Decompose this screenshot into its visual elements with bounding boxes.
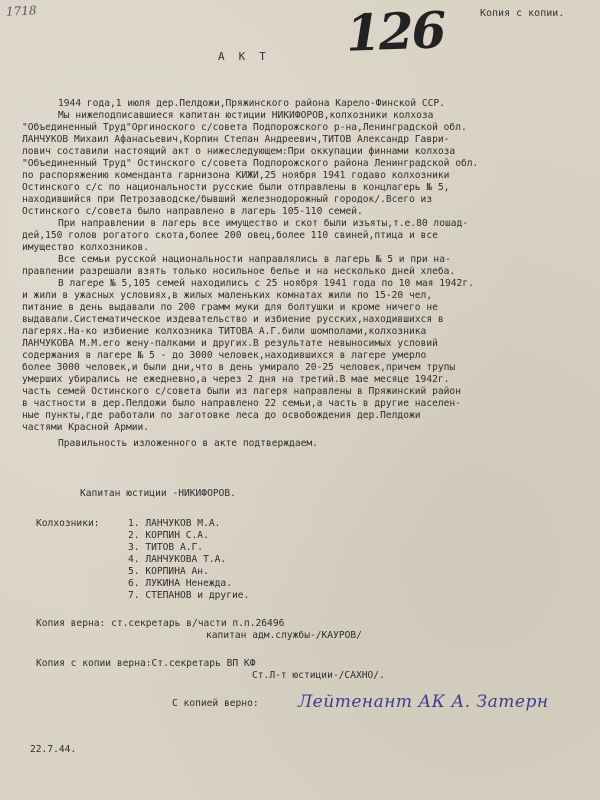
- document-title: АКТ: [218, 50, 280, 63]
- investigator-line: Капитан юстиции -НИКИФОРОВ.: [80, 488, 236, 499]
- body-line: содержания в лагере № 5 - до 3000 человек,находившихся в лагере умерло: [22, 350, 427, 361]
- witnesses-label: Колхозники:: [36, 518, 100, 529]
- body-line: умерших убирались не ежедневно,а через 2 дня на третий.В мае месяце 1942г.: [22, 374, 450, 385]
- witness-item: 7. СТЕПАНОВ и другие.: [128, 590, 250, 601]
- witness-item: 2. КОРПИН С.А.: [128, 530, 209, 541]
- body-line: часть семей Остинского с/совета были из лагеря направлены в Пряжинский район: [22, 386, 461, 397]
- witness-item: 3. ТИТОВ А.Г.: [128, 542, 204, 553]
- body-line: При направлении в лагерь все имущество и скот были изъяты,т.е.80 лошад-: [58, 218, 469, 229]
- certification-line: Ст.Л-т юстиции-/САХНО/.: [252, 670, 385, 681]
- certification-line: С копией верно:: [172, 698, 259, 709]
- body-line: ЛАНЧУКОВ Михаил Афанасьевич,Корпин Степан Андреевич,ТИТОВ Александр Гаври-: [22, 134, 450, 145]
- body-line: ные пункты,где работали по заготовке леса до освобождения дер.Пелдожи: [22, 410, 421, 421]
- body-line: ЛАНЧУКОВА М.М.его жену-палками и других.В результате невыносимых условий: [22, 338, 438, 349]
- witness-item: 5. КОРПИНА Ан.: [128, 566, 209, 577]
- body-line: "Объединенный Труд"Оргиноского с/совета Подпорожского р-на,Ленинградской обл.: [22, 122, 467, 133]
- body-line: по распоряжению коменданта гарнизона КИЖИ,25 ноября 1941 годаво колхозники: [22, 170, 450, 181]
- copy-mark: Копия с копии.: [480, 8, 565, 19]
- witness-item: 4. ЛАНЧУКОВА Т.А.: [128, 554, 227, 565]
- body-line: 1944 года,1 июля дер.Пелдожи,Пряжинского района Карело-Финской ССР.: [58, 98, 445, 109]
- document-date: 22.7.44.: [30, 744, 77, 755]
- body-line: В лагере № 5,105 семей находились с 25 ноября 1941 года по 10 мая 1942г.: [58, 278, 474, 289]
- handwritten-signature: Лейтенант АК А. Затерн: [298, 692, 549, 712]
- archive-number: 1718: [5, 3, 37, 19]
- certification-line: Копия с копии верна:Ст.секретарь ВП КФ: [36, 658, 256, 669]
- body-line: Мы нижеподписавшиеся капитан юстиции НИКИФОРОВ,колхозники колхоза: [58, 110, 434, 121]
- body-line: "Объединенный Труд" Остинского с/совета Подпорожского района Ленинградской обл.: [22, 158, 479, 169]
- certification-line: капитан адм.службы-/КАУРОВ/: [206, 630, 362, 641]
- body-line: находившийся при Петрозаводске/бывший железнодорожный городок/.Всего из: [22, 194, 433, 205]
- body-line: лагерях.На-ко избиение колхозника ТИТОВА А.Г.били шомполами,колхозника: [22, 326, 427, 337]
- body-line: более 3000 человек,и были дни,что в день умирало 20-25 человек,причем трупы: [22, 362, 456, 373]
- confirmation-line: Правильность изложенного в акте подтверждаем.: [58, 438, 318, 449]
- body-line: правлении разрешали взять только носильное белье и на несколько дней хлеба.: [22, 266, 456, 277]
- certification-line: Копия верна: ст.секретарь в/части п.п.26496: [36, 618, 285, 629]
- body-line: Остинского с/совета было направлено в лагерь 105-110 семей.: [22, 206, 363, 217]
- body-line: имущество колхозников.: [22, 242, 150, 253]
- page-number: 126: [345, 0, 446, 63]
- body-line: частями Красной Армии.: [22, 422, 150, 433]
- witness-item: 6. ЛУКИНА Ненежда.: [128, 578, 232, 589]
- body-line: Остинского с/с по национальности русские были отправлены в концлагерь № 5,: [22, 182, 450, 193]
- body-line: питание в день выдавали по 200 грамм муки для болтушки и кроме ничего не: [22, 302, 438, 313]
- body-line: и жили в ужасных условиях,в жилых маленьких комнатах жили по 15-20 чел,: [22, 290, 433, 301]
- witness-item: 1. ЛАНЧУКОВ М.А.: [128, 518, 221, 529]
- body-line: выдавали.Систематическое издевательство и избиение русских,находившихся в: [22, 314, 444, 325]
- body-line: в частности в дер.Пелдожи было направлено 22 семьи,а часть в другие населен-: [22, 398, 461, 409]
- body-line: лович составили настоящий акт о нижеследующем:При оккупации финнами колхоза: [22, 146, 456, 157]
- body-line: Все семьи русской национальности направлялись в лагерь № 5 и при на-: [58, 254, 451, 265]
- body-line: дей,150 голов рогатого скота,более 200 овец,более 110 свиней,птица и все: [22, 230, 438, 241]
